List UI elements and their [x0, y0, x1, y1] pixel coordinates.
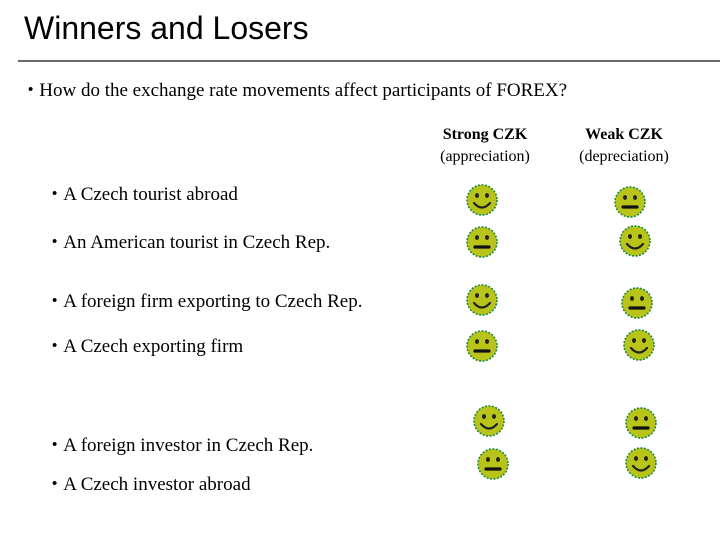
neutral-face-icon	[613, 185, 647, 219]
happy-face-icon	[624, 446, 658, 480]
row-label: • An American tourist in Czech Rep.	[52, 232, 331, 253]
column-header-strong-subtitle: (appreciation)	[440, 148, 530, 165]
question-bullet	[28, 80, 567, 103]
question-text: How do the exchange rate movements affect participants of FOREX?	[39, 80, 568, 101]
bullet-icon: •	[52, 233, 58, 250]
row-label: • A Czech tourist abroad	[52, 184, 238, 205]
bullet-icon: •	[52, 185, 58, 202]
row-label: • A foreign firm exporting to Czech Rep.	[52, 291, 363, 312]
title-divider	[18, 60, 720, 62]
bullet-icon: •	[52, 475, 58, 492]
neutral-face-icon	[624, 406, 658, 440]
happy-face-icon	[472, 404, 506, 438]
row-label: • A Czech exporting firm	[52, 336, 244, 357]
bullet-icon: •	[52, 436, 58, 453]
happy-face-icon	[465, 283, 499, 317]
happy-face-icon	[618, 224, 652, 258]
neutral-face-icon	[620, 286, 654, 320]
column-header-weak-subtitle: (depreciation)	[579, 148, 669, 165]
neutral-face-icon	[465, 225, 499, 259]
happy-face-icon	[465, 183, 499, 217]
column-header-strong	[410, 124, 560, 168]
bullet-icon: •	[52, 337, 58, 354]
neutral-face-icon	[476, 447, 510, 481]
bullet-icon: •	[28, 81, 34, 98]
column-header-weak-title: Weak CZK	[585, 126, 663, 143]
bullet-icon: •	[52, 292, 58, 309]
happy-face-icon	[622, 328, 656, 362]
slide-title: Winners and Losers	[24, 10, 309, 46]
column-header-weak	[549, 124, 699, 168]
row-label: • A foreign investor in Czech Rep.	[52, 435, 314, 456]
row-label: • A Czech investor abroad	[52, 474, 251, 495]
neutral-face-icon	[465, 329, 499, 363]
column-header-strong-title: Strong CZK	[442, 126, 528, 143]
